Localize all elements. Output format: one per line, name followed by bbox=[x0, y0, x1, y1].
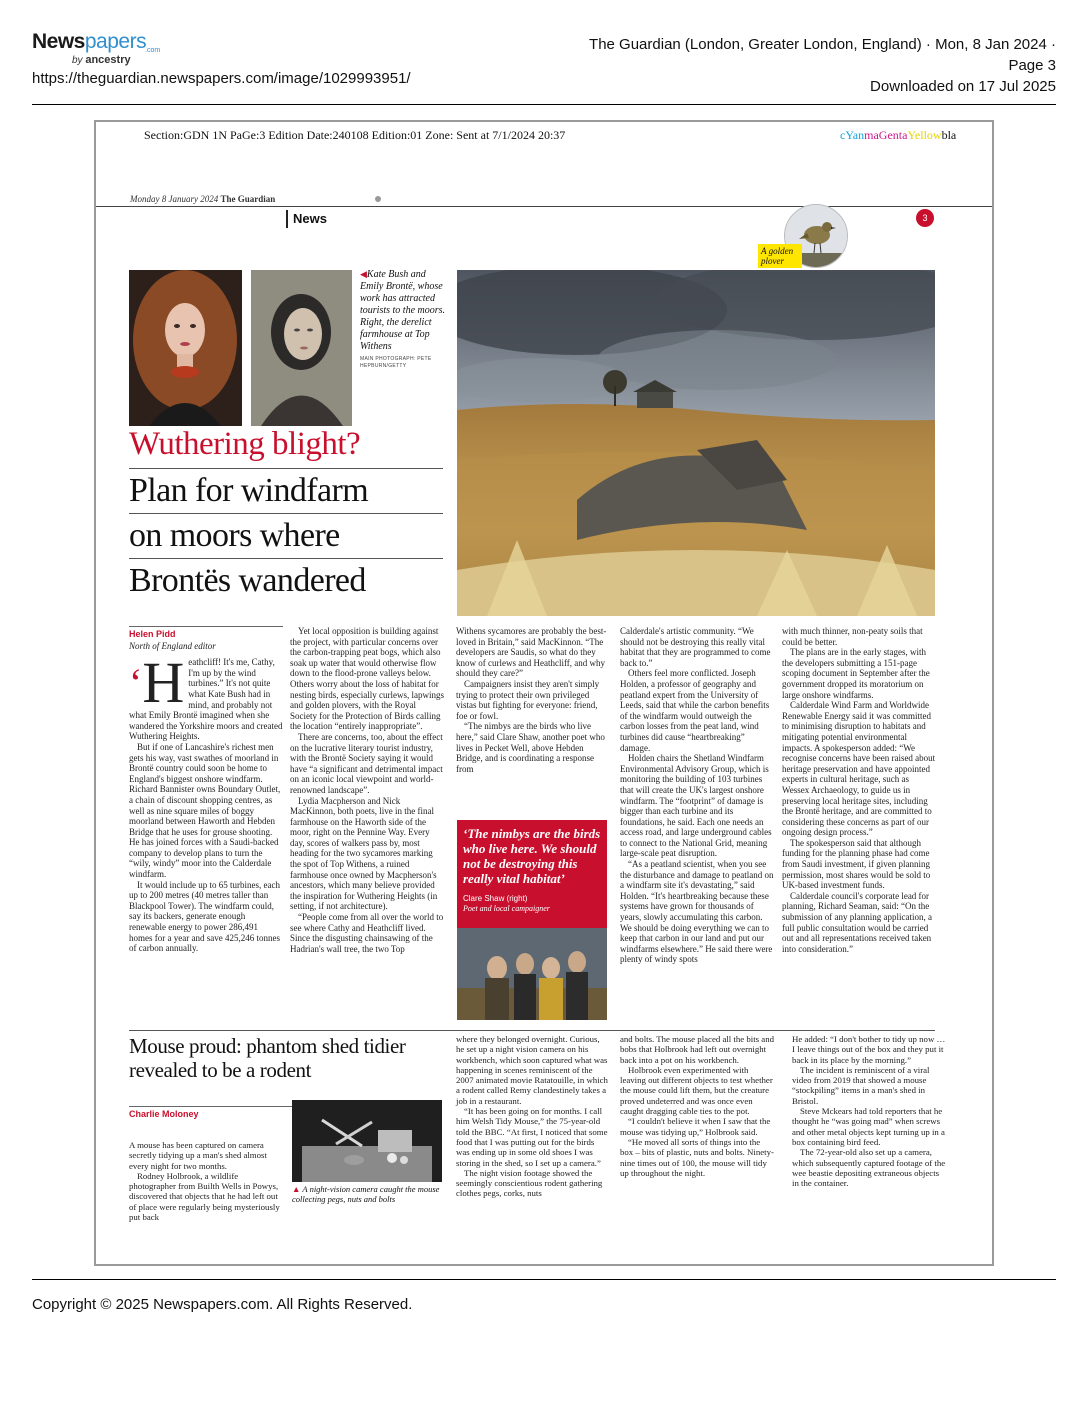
paragraph: The incident is reminiscent of a viral video from 2019 that showed a mouse “stockpiling” items in a man's shed in Bristol. bbox=[792, 1064, 930, 1106]
paragraph: “The nimbys are the birds who live here,” said Clare Shaw, another poet who lives in Pecket Well, above Hebden Bridge, and is coordinating a response from bbox=[456, 721, 605, 774]
registration-dot bbox=[375, 196, 381, 202]
paragraph: “People come from all over the world to see where Cathy and Heathcliff lived. Since the disgusting chainsawing of the Hadrian's wall tree, the two Top bbox=[290, 912, 444, 954]
downloaded-line: Downloaded on 17 Jul 2025 bbox=[870, 78, 1056, 95]
bird-caption: A golden plover bbox=[758, 244, 802, 268]
top-withens-photo bbox=[457, 270, 935, 616]
headline-line-2: on moors where bbox=[129, 513, 443, 556]
mouse-column-2 bbox=[456, 1034, 610, 1199]
paragraph: Steve Mckears had told reporters that he thought he “was going mad” when screws and other metal objects kept turning up in a box containing bird feed. bbox=[792, 1106, 945, 1147]
publication-line: The Guardian (London, Greater London, England) · Mon, 8 Jan 2024 · bbox=[589, 36, 1056, 53]
byline-role: North of England editor bbox=[129, 640, 216, 651]
article-column-4 bbox=[620, 626, 774, 965]
emily-bronte-portrait bbox=[251, 270, 352, 426]
paragraph: Others feel more conflicted. Joseph Holden, a professor of geography and peatland expert from the University of Leeds, said that while the carbon benefits of the windfarm would outweigh the carbon losses from the peat land, wind turbines did cause “heartbreaking” damage. bbox=[620, 668, 770, 753]
headline-line-1: Plan for windfarm bbox=[129, 468, 443, 511]
cmyk-marks: cYanmaGentaYellowbla bbox=[840, 128, 957, 142]
section-marker bbox=[286, 210, 288, 228]
publication-meta bbox=[589, 34, 1056, 97]
paragraph: Holden chairs the Shetland Windfarm Environmental Advisory Group, which is monitoring the building of 103 turbines that will create the UK's largest onshore windfarm. The “footprint” of damage is bigger than each turbine and its foundations, he said. Each one needs an access road, and large underground cables to connect to the National Grid, meaning large-scale peat disruption. bbox=[620, 753, 772, 859]
paragraph: eathcliff! It's me, Cathy, I'm up by the wind turbines.” It's not quite what Kate Bush had in mind, and probably not what Emily Brontë imagined when she wandered the Yorkshire moors and created Wuthering Heights. bbox=[129, 657, 283, 742]
paragraph: “It has been going on for months. I call him Welsh Tidy Mouse,” the 75-year-old told the BBC. “At first, I noticed that some food that I was putting out for the birds was ending up in some old shoes I was storing in the shed, so I set up a camera.” bbox=[456, 1106, 608, 1168]
paragraph: Yet local opposition is building against the project, with particular concerns over the carbon-trapping peat bogs, which also soak up water that would otherwise flow down to the flood-prone valleys below. Others worry about the loss of habitat for nesting birds, especially curlews, lapwings and golden plovers, with the Royal Society for the Protection of Birds calling the location “entirely inappropriate”. bbox=[290, 626, 444, 732]
paragraph: Rodney Holbrook, a wildlife photographer from Builth Wells in Powys, discovered that objects that he had left out of place were regularly being mysteriously put back bbox=[129, 1170, 280, 1223]
article-column-3 bbox=[456, 626, 610, 774]
logo-com: .com bbox=[145, 47, 161, 54]
page-number-badge: 3 bbox=[916, 209, 934, 227]
paragraph: where they belonged overnight. Curious, he set up a night vision camera on his workbench, which soon captured what was happening in scenes reminiscent of the 2007 animated movie Ratatouille, in which a rodent called Remy clandestinely takes a job in a restaurant. bbox=[456, 1034, 608, 1106]
byline[interactable]: Helen Pidd bbox=[129, 626, 283, 640]
paragraph: and bolts. The mouse placed all the bits and bobs that Holbrook had left out overnight back into a pot on his workbench. bbox=[620, 1034, 774, 1065]
story-divider bbox=[129, 1030, 935, 1031]
paragraph: “He moved all sorts of things into the box – bits of plastic, nuts and bolts. Ninety-nine times out of 100, the mouse will tidy up throughout the night. bbox=[620, 1136, 774, 1178]
portrait-caption: ◀Kate Bush and Emily Brontë, whose work has attracted tourists to the moors. Right, the derelict farmhouse at Top Withens MAIN PHOTOGRAPH: PETE HEPBURN/GETTY bbox=[360, 268, 448, 370]
article-column-5 bbox=[782, 626, 936, 954]
paragraph: There are concerns, too, about the effect on the lucrative literary tourist industry, with the Brontë Society saying it would have “a significant and detrimental impact on an iconic local viewpoint and world-renowned landscape”. bbox=[290, 731, 443, 795]
photo-credit: MAIN PHOTOGRAPH: PETE HEPBURN/GETTY bbox=[360, 356, 432, 369]
paragraph: “I couldn't believe it when I saw that the mouse was tidying up,” Holbrook said. bbox=[620, 1116, 771, 1137]
mouse-night-vision-photo bbox=[292, 1100, 442, 1182]
paragraph: Calderdale's artistic community. “We should not be destroying this really vital habitat that they are programmed to come back to.” bbox=[620, 626, 771, 668]
copyright: Copyright © 2025 Newspapers.com. All Rights Reserved. bbox=[32, 1296, 413, 1313]
paragraph: Lydia Macpherson and Nick MacKinnon, both poets, live in the final farmhouse on the Haworth side of the moor, right on the Pennine Way. Every day, scores of walkers pass by, most heading for the two sycamores marking the spot of Top Withens, a ruined farmhouse once owned by Macpherson's ancestors, which many believe provided the inspiration for Wuthering Heights (in setting, if not architecture). bbox=[290, 795, 438, 912]
article-column-1 bbox=[129, 626, 283, 954]
caption-triangle-icon: ▲ bbox=[292, 1184, 301, 1194]
mouse-photo-caption: ▲ A night-vision camera caught the mouse collecting pegs, nuts and bolts bbox=[292, 1184, 440, 1204]
pull-quote bbox=[457, 820, 607, 1020]
pull-quote-attribution: Clare Shaw (right) Poet and local campaigner bbox=[463, 894, 550, 913]
header-rule bbox=[32, 104, 1056, 105]
campaigners-photo bbox=[457, 928, 607, 1020]
kate-bush-photo bbox=[129, 270, 242, 426]
paragraph: Calderdale council's corporate lead for planning, Richard Seaman, said: “On the submission of any planning application, a full public consultation would be carried out and all representations received taken into consideration.” bbox=[782, 890, 932, 954]
lead-paragraph bbox=[129, 650, 283, 742]
paragraph: Holbrook even experimented with leaving out different objects to test whether the mouse could lift them, but the creature proved undeterred and was once even caught dragging cable ties to the pot. bbox=[620, 1064, 773, 1117]
headline-line-3: Brontës wandered bbox=[129, 558, 443, 601]
paragraph: Calderdale Wind Farm and Worldwide Renewable Energy said it was committed to minimising disruption to habitats and mitigating potential environmental impacts. A spokesperson added: “We recognise concerns have been raised about heritage preservation and have appointed experts in cultural heritage, such as Wessex Archaeology, to guide us in preserving local heritage sites, including the Brontë heritage, and are committed to considering these concerns as part of our ongoing design process.” bbox=[782, 700, 936, 838]
newspapers-logo[interactable] bbox=[32, 30, 172, 70]
paragraph: The plans are in the early stages, with the developers submitting a 151-page scoping document in September after the government dropped its moratorium on large onshore windfarms. bbox=[782, 647, 930, 700]
paragraph: A mouse has been captured on camera secretly tidying up a man's shed almost every night for two months. bbox=[129, 1140, 267, 1171]
paragraph: The night vision footage showed the seemingly conscientious rodent gathering clothes pegs, corks, nuts bbox=[456, 1167, 603, 1199]
mouse-headline: Mouse proud: phantom shed tidier revealed to be a rodent bbox=[129, 1034, 406, 1082]
folio-rule bbox=[96, 206, 992, 207]
print-slug: Section:GDN 1N PaGe:3 Edition Date:240108 Edition:01 Zone: Sent at 7/1/2024 20:37 bbox=[144, 128, 566, 142]
pull-quote-text: ‘The nimbys are the birds who live here. We should not be destroying this really vital habitat’ bbox=[463, 826, 601, 886]
page-line: Page 3 bbox=[1008, 57, 1056, 74]
logo-wordmark: Newspapers bbox=[32, 30, 147, 53]
paragraph: Campaigners insist they aren't simply trying to protect their own privileged vistas but fighting for everyone: friend, foe or fowl. bbox=[456, 678, 600, 721]
mouse-byline[interactable]: Charlie Moloney bbox=[129, 1106, 439, 1119]
folio: Monday 8 January 2024 The Guardian bbox=[130, 194, 276, 204]
source-url[interactable]: https://theguardian.newspapers.com/image/1029993951/ bbox=[32, 70, 411, 87]
headline-kicker: Wuthering blight? bbox=[129, 426, 361, 462]
mouse-column-1 bbox=[129, 1140, 283, 1222]
paragraph: Withens sycamores are probably the best-loved in Britain,” said MacKinnon. “The developers are Saudis, so what do they know of curlews and Heathcliff, and why should they care?” bbox=[456, 626, 607, 679]
article-column-2 bbox=[290, 626, 444, 954]
paragraph: But if one of Lancashire's richest men gets his way, vast swathes of moorland in Brontë country could soon be home to England's biggest onshore windfarm. Richard Bannister owns Boundary Outlet, a chain of discount shopping centres, as well as nine square miles of boggy moorland between Haworth and Hebden Bridge that he uses for grouse shooting. He has joined forces with a Saudi-backed company to develop plans to turn the “wily, windy” moor into the Calderdale windfarm. bbox=[129, 741, 281, 880]
newspaper-scan bbox=[94, 120, 994, 1266]
section-label: News bbox=[293, 211, 327, 226]
dropcap: ‘H bbox=[129, 650, 185, 716]
paragraph: with much thinner, non-peaty soils that could be better. bbox=[782, 626, 923, 647]
golden-plover-inset bbox=[761, 204, 854, 270]
footer-rule bbox=[32, 1279, 1056, 1280]
paragraph: “As a peatland scientist, when you see the disturbance and damage to peatland on a windfarm site it's devastating,” said Holden. “It's heartbreaking because these systems have grown for thousands of years, slowly accumulating this carbon. We should be doing everything we can to keep that carbon in our land and put our windfarms elsewhere.” He said there were plenty of windy spots bbox=[620, 859, 774, 965]
caption-arrow-icon: ◀ bbox=[360, 269, 367, 279]
paragraph: The 72-year-old also set up a camera, which subsequently captured footage of the wee beastie depositing extraneous objects in the container. bbox=[792, 1147, 946, 1189]
paragraph: The spokesperson said that although funding for the planning phase had come from Saudi investment, if given planning permission, most shares would be sold to UK-based investment funds. bbox=[782, 837, 931, 891]
logo-by-ancestry: by ancestry bbox=[72, 54, 131, 66]
mouse-column-3 bbox=[620, 1034, 774, 1178]
paragraph: It would include up to 65 turbines, each up to 200 metres (40 metres taller than Blackpool Tower). The windfarm could, say its backers, generate enough renewable energy to power 286,491 homes for a year and save 425,246 tonnes of carbon annually. bbox=[129, 879, 280, 954]
mouse-column-4 bbox=[792, 1034, 946, 1188]
paragraph: He added: “I don't bother to tidy up now … I leave things out of the box and they put it back in its place by the morning.” bbox=[792, 1034, 946, 1065]
